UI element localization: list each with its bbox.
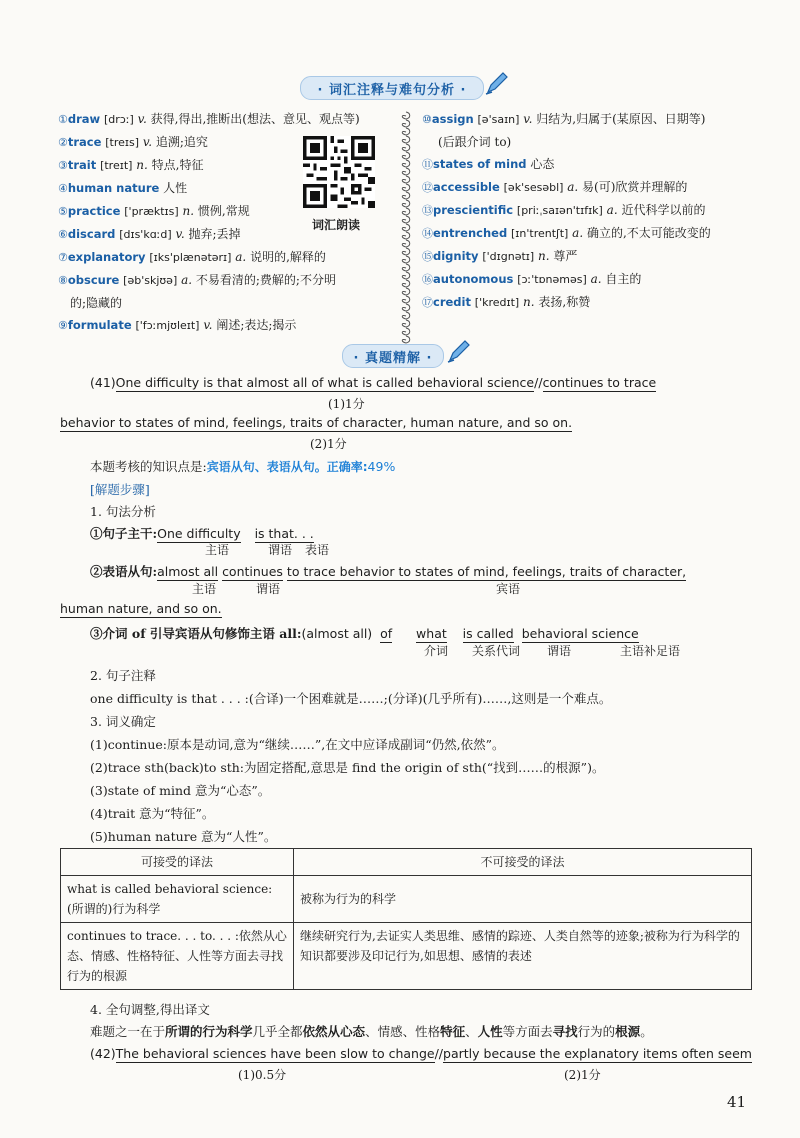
step1-title: 1. 句法分析 [90,504,156,519]
vocab-item: ④human nature 人性 [58,181,188,195]
vocab-item: ②trace [treɪs] v. 追溯;追究 [58,135,208,149]
section-banner-vocab [300,76,484,100]
label-predicate: 谓语 [256,582,281,596]
word-meaning-5: (5)human nature 意为“人性”。 [90,829,277,844]
knowledge-points: 本题考核的知识点是:宾语从句、表语从句。正确率:49% [90,459,396,474]
label-relative-pronoun: 关系代词 [472,644,521,658]
section-banner-exam [342,344,444,368]
table-cell: 被称为行为的科学 [294,876,752,923]
steps-title: [解题步骤] [90,482,150,497]
vocab-item: ③trait [treɪt] n. 特点,特征 [58,158,204,172]
label-predicate: 谓语 [547,644,572,658]
vocab-item: ⑫accessible [ək'sesəbl] a. 易(可)欣赏并理解的 [422,180,688,194]
step3-title: 3. 词义确定 [90,714,156,729]
predicative-clause-line: ②表语从句:almost all continues to trace behavior to states of mind, feelings, traits of character, [90,564,687,579]
label-subject: 主语 [205,543,230,557]
label-predicate: 谓语 [268,543,293,557]
qr-label: 词汇朗读 [312,218,361,232]
vocab-item-continued: 的;隐藏的 [70,296,123,310]
table-header: 不可接受的译法 [294,849,752,876]
page-number: 41 [727,1093,747,1111]
vocab-item: ⑮dignity ['dɪgnətɪ] n. 尊严 [422,249,578,263]
table-cell: continues to trace. . . to. . . :依然从心态、情感、性格特征、人性等方面去寻找行为的根源 [61,923,294,990]
vocab-item: ⑬prescientific [priːˌsaɪən'tɪfɪk] a. 近代科学以前的 [422,203,706,217]
label-subject: 主语 [192,582,217,596]
q42-score2: (2)1分 [564,1068,601,1082]
table-cell: 继续研究行为,去证实人类思维、感情的踪迹、人类自然等的迹象;被称为行为科学的知识都要涉及印记行为,如思想、感情的表述 [294,923,752,990]
label-subject-complement: 主语补足语 [620,644,681,658]
table-header: 可接受的译法 [61,849,294,876]
q41-line2: behavior to states of mind, feelings, traits of character, human nature, and so on. [60,415,573,430]
q42-score1: (1)0.5分 [238,1068,287,1082]
pen-icon [484,70,510,96]
word-meaning-3: (3)state of mind 意为“心态”。 [90,783,271,798]
q41-score2: (2)1分 [310,437,347,451]
vocab-item: ⑤practice ['præktɪs] n. 惯例,常规 [58,204,250,218]
predicative-clause-line2: human nature, and so on. [60,601,222,616]
table-cell: what is called behavioral science: (所谓的)行为科学 [61,876,294,923]
word-meaning-1: (1)continue:原本是动词,意为“继续……”,在文中应译成副词“仍然,依然”。 [90,737,505,752]
vocab-item: ⑭entrenched [ɪn'trentʃt] a. 确立的,不太可能改变的 [422,226,711,240]
step2-title: 2. 句子注释 [90,668,156,683]
vocab-item: ⑰credit ['kredɪt] n. 表扬,称赞 [422,295,591,309]
q42-line1: (42)The behavioral sciences have been slow to change//partly because the explanatory items often seem [90,1046,752,1061]
sentence-note: one difficulty is that . . . :(合译)一个困难就是……;(分译)(几乎所有)……,这则是一个难点。 [90,691,612,706]
pen-icon [446,338,472,364]
label-predicative: 表语 [305,543,330,557]
word-meaning-2: (2)trace sth(back)to sth:为固定搭配,意思是 find the origin of sth(“找到……的根源”)。 [90,760,605,775]
section-title: · 词汇注释与难句分析 · [317,82,467,98]
label-object: 宾语 [496,582,521,596]
prep-clause-line: ③介词 of 引导宾语从句修饰主语 all:(almost all) of what is called behavioral science [90,626,639,641]
spiral-divider [400,108,412,344]
vocab-list-right [422,108,762,314]
vocab-item: ①draw [drɔː] v. 获得,得出,推断出(想法、意见、观点等) [58,112,360,126]
table-header-row [61,849,752,876]
vocab-item-continued: (后跟介词 to) [438,135,512,149]
vocab-item: ⑪states of mind 心态 [422,157,555,171]
q41-score1: (1)1分 [328,397,365,411]
vocab-item: ⑥discard [dɪs'kɑːd] v. 抛弃;丢掉 [58,227,241,241]
main-clause-line: ①句子主干:One difficulty is that. . . [90,526,314,541]
table-row [61,876,752,923]
section-title: · 真题精解 · [353,350,433,366]
qr-code-icon[interactable] [303,136,375,208]
vocab-item: ⑯autonomous [ɔː'tɒnəməs] a. 自主的 [422,272,642,286]
vocab-item: ⑦explanatory [ɪks'plænətərɪ] a. 说明的,解释的 [58,250,326,264]
translation-table [60,848,752,990]
final-translation: 难题之一在于所谓的行为科学几乎全都依然从心态、情感、性格特征、人性等方面去寻找行为的根源。 [90,1024,653,1039]
vocab-item: ⑩assign [ə'saɪn] v. 归结为,归属于(某原因、日期等) [422,112,706,126]
label-preposition: 介词 [424,644,449,658]
vocab-item: ⑧obscure [əb'skjʊə] a. 不易看清的;费解的;不分明 [58,273,336,287]
step4-title: 4. 全句调整,得出译文 [90,1002,210,1017]
vocab-item: ⑨formulate ['fɔːmjʊleɪt] v. 阐述;表达;揭示 [58,318,297,332]
q41-line1: (41)One difficulty is that almost all of what is called behavioral science//continues to trace [90,375,657,390]
word-meaning-4: (4)trait 意为“特征”。 [90,806,215,821]
table-row [61,923,752,990]
